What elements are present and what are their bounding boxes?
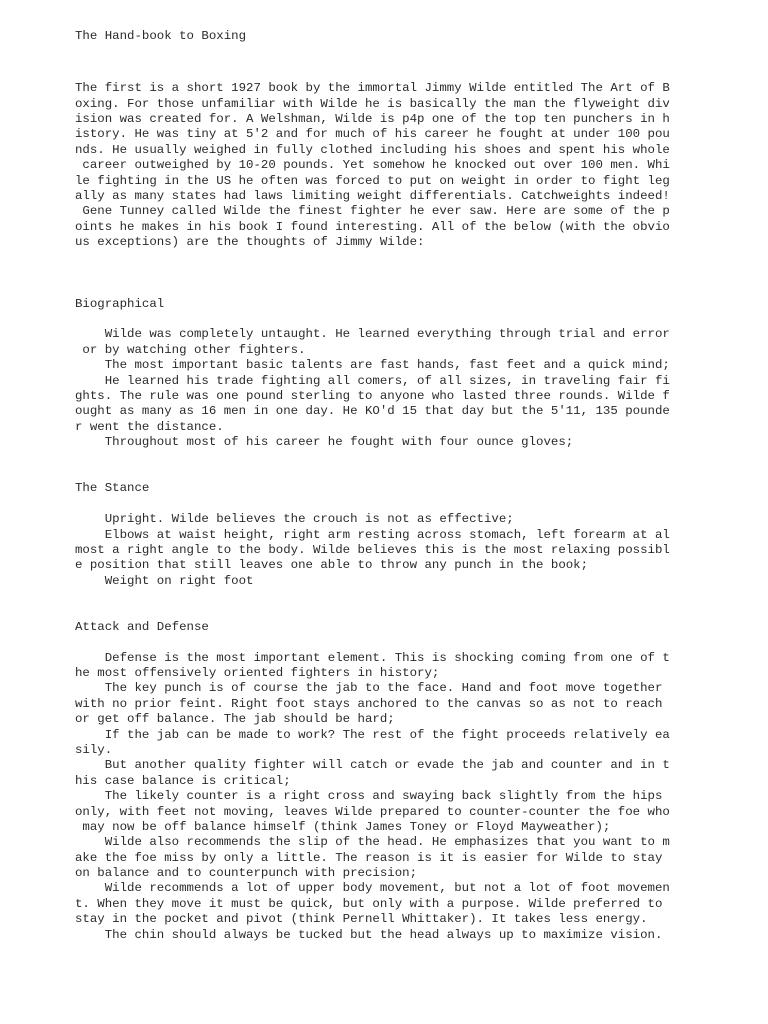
document-title: The Hand-book to Boxing — [75, 29, 247, 43]
text-line: his case balance is critical; — [75, 773, 291, 788]
text-line: or get off balance. The jab should be hard; — [75, 712, 395, 727]
text-line: Upright. Wilde believes the crouch is not as effective; — [75, 512, 514, 527]
text-line: on balance and to counterpunch with precision; — [75, 866, 418, 881]
text-line: most a right angle to the body. Wilde believes this is the most relaxing possibl — [75, 542, 670, 557]
text-line: he most offensively oriented fighters in history; — [75, 666, 440, 681]
text-line: The key punch is of course the jab to the face. Hand and foot move together — [75, 681, 663, 696]
text-line: may now be off balance himself (think James Toney or Floyd Mayweather); — [75, 819, 611, 834]
text-line: career outweighed by 10-20 pounds. Yet somehow he knocked out over 100 men. Whi — [75, 158, 670, 173]
section-biographical — [75, 297, 675, 451]
text-line: Wilde recommends a lot of upper body movement, but not a lot of foot movemen — [75, 881, 670, 896]
document-page — [75, 29, 675, 943]
text-line: The likely counter is a right cross and swaying back slightly from the hips — [75, 789, 663, 804]
text-line: ally as many states had laws limiting weight differentials. Catchweights indeed! — [75, 188, 670, 203]
text-line: Defense is the most important element. This is shocking coming from one of t — [75, 650, 670, 665]
section-heading: The Stance — [75, 481, 150, 496]
text-line: ake the foe miss by only a little. The reason is it is easier for Wilde to stay — [75, 850, 663, 865]
text-line: us exceptions) are the thoughts of Jimmy Wilde: — [75, 235, 425, 250]
text-line: ought as many as 16 men in one day. He KO'd 15 that day but the 5'11, 135 pounde — [75, 404, 670, 419]
text-line: Wilde also recommends the slip of the head. He emphasizes that you want to m — [75, 835, 670, 850]
text-line: istory. He was tiny at 5'2 and for much of his career he fought at under 100 pou — [75, 127, 670, 142]
section-heading: Biographical — [75, 296, 165, 311]
text-line: Elbows at waist height, right arm resting across stomach, left forearm at al — [75, 527, 670, 542]
text-line: Weight on right foot — [75, 573, 254, 588]
text-line: The most important basic talents are fast hands, fast feet and a quick mind; — [75, 358, 670, 373]
text-line: nds. He usually weighed in fully clothed including his shoes and spent his whole — [75, 142, 670, 157]
section-heading: Attack and Defense — [75, 619, 209, 634]
text-line: r went the distance. — [75, 419, 224, 434]
text-line: e position that still leaves one able to throw any punch in the book; — [75, 558, 589, 573]
text-line: Throughout most of his career he fought with four ounce gloves; — [75, 435, 574, 450]
text-line: The first is a short 1927 book by the immortal Jimmy Wilde entitled The Art of B — [75, 81, 670, 96]
text-line: oxing. For those unfamiliar with Wilde he is basically the man the flyweight div — [75, 96, 670, 111]
text-line: le fighting in the US he often was forced to put on weight in order to fight leg — [75, 173, 670, 188]
section-stance — [75, 481, 675, 589]
text-line: with no prior feint. Right foot stays anchored to the canvas so as not to reach — [75, 696, 663, 711]
text-line: ghts. The rule was one pound sterling to anyone who lasted three rounds. Wilde f — [75, 388, 670, 403]
text-line: But another quality fighter will catch or evade the jab and counter and in t — [75, 758, 670, 773]
text-line: He learned his trade fighting all comers, of all sizes, in traveling fair fi — [75, 373, 670, 388]
text-line: oints he makes in his book I found interesting. All of the below (with the obvio — [75, 219, 670, 234]
text-line: The chin should always be tucked but the head always up to maximize vision. — [75, 927, 663, 942]
text-line: If the jab can be made to work? The rest of the fight proceeds relatively ea — [75, 727, 670, 742]
text-line: Wilde was completely untaught. He learned everything through trial and error — [75, 327, 670, 342]
text-line: sily. — [75, 742, 113, 757]
text-line: t. When they move it must be quick, but only with a purpose. Wilde preferred to — [75, 896, 663, 911]
intro-paragraph — [75, 81, 675, 250]
text-line: or by watching other fighters. — [75, 342, 306, 357]
text-line: ision was created for. A Welshman, Wilde is p4p one of the top ten punchers in h — [75, 111, 670, 126]
text-line: stay in the pocket and pivot (think Pernell Whittaker). It takes less energy. — [75, 912, 648, 927]
text-line: only, with feet not moving, leaves Wilde prepared to counter-counter the foe who — [75, 804, 670, 819]
section-attack-defense — [75, 620, 675, 943]
text-line: Gene Tunney called Wilde the finest fighter he ever saw. Here are some of the p — [75, 204, 670, 219]
